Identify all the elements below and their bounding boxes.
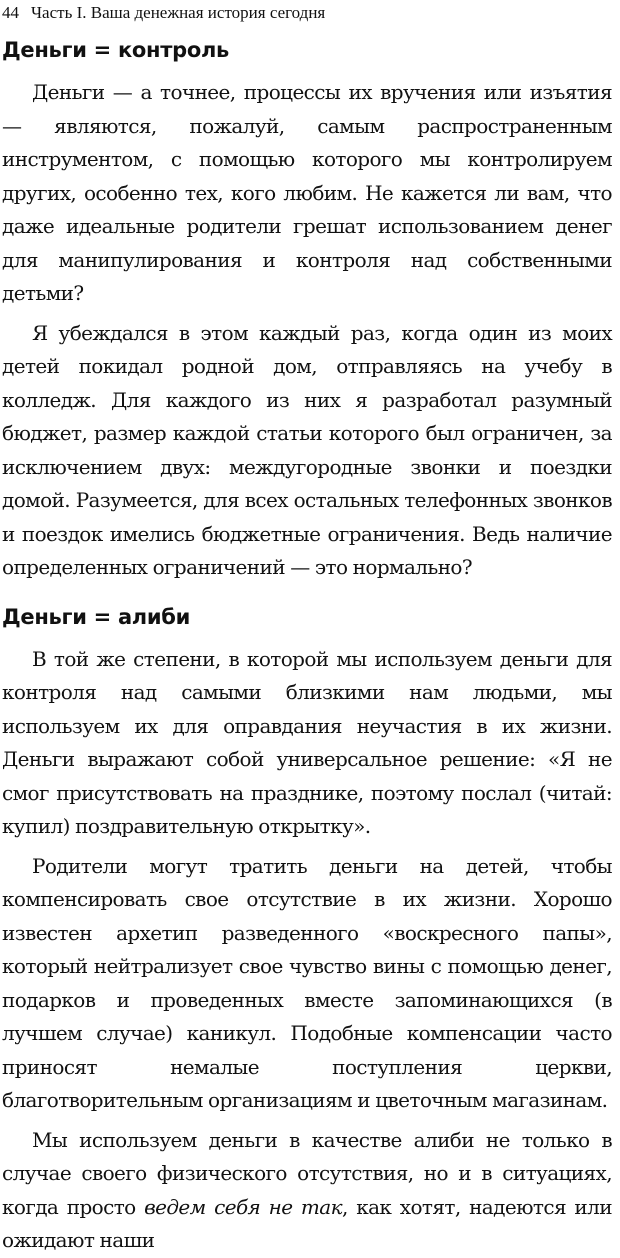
page-number: 44: [2, 3, 19, 22]
paragraph: [2, 1124, 612, 1258]
italic-phrase: ведем себя не так: [144, 1194, 342, 1219]
paragraph-text: , как хотят, надеются или ожидают наши: [2, 1194, 612, 1252]
paragraph: Деньги — а точнее, процессы их вручения или изъятия — являются, пожалуй, самым распространенным инструментом, с помощью которого мы контролируем других, особенно тех, кого любим. Не кажется ли вам, что даже идеальные родители грешат использованием денег для манипулирования и контроля над собственными детьми?: [2, 80, 612, 305]
paragraph: В той же степени, в которой мы используем деньги для контроля над самыми близкими нам людьми, мы используем их для оправдания неучастия в их жизни. Деньги выражают собой универсальное решение: «Я не смог присутствовать на празднике, поэтому послал (читай: купил) поздравительную открытку».: [2, 646, 612, 838]
paragraph: Я убеждался в этом каждый раз, когда один из моих детей покидал родной дом, отправляясь на учебу в колледж. Для каждого из них я разработал разумный бюджет, размер каждой статьи которого был ограничен, за исключением двух: междугородные звонки и поездки домой. Разумеется, для всех остальных телефонных звонков и поездок имелись бюджетные ограничения. Ведь наличие определенных ограничений — это нормально?: [2, 320, 612, 579]
section-heading-control: Деньги = контроль: [2, 38, 230, 62]
running-title: Часть I. Ваша денежная история сегодня: [31, 3, 326, 22]
paragraph: Родители могут тратить деньги на детей, чтобы компенсировать свое отсутствие в их жизни. Хорошо известен архетип разведенного «воскресного папы», который нейтрализует свое чувство вины с помощью денег, подарков и проведенных вместе запоминающихся (в лучшем случае) каникул. Подобные компенсации часто приносят немалые поступления церкви, благотворительным организациям и цветочным магазинам.: [2, 853, 612, 1112]
running-header: [2, 2, 612, 24]
section-heading-alibi: Деньги = алиби: [2, 604, 191, 629]
paragraph-text: Мы используем деньги в качестве алиби не только в случае своего физического отсутствия, но и в ситуациях, когда просто: [2, 1127, 612, 1219]
